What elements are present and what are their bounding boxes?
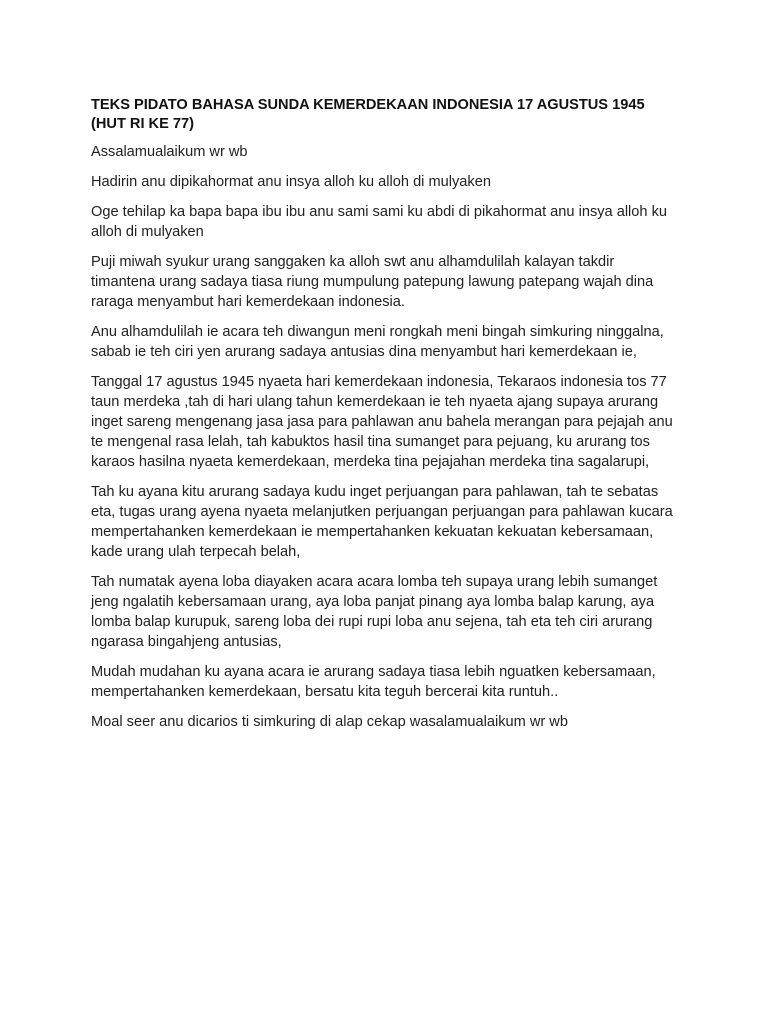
paragraph-hadirin: Hadirin anu dipikahormat anu insya alloh ku alloh di mulyaken — [91, 174, 491, 190]
document-title: TEKS PIDATO BAHASA SUNDA KEMERDEKAAN INDONESIA 17 AGUSTUS 1945 (HUT RI KE 77) — [91, 97, 645, 132]
paragraph-oge: Oge tehilap ka bapa bapa ibu ibu anu sami sami ku abdi di pikahormat anu insya alloh ku alloh di mulyaken — [91, 204, 668, 240]
document-body — [91, 96, 681, 742]
paragraph-anu: Anu alhamdulilah ie acara teh diwangun meni rongkah meni bingah simkuring ninggalna, sabab ie teh ciri yen arurang sadaya antusias dina menyambut hari kemerdekaan ie, — [91, 324, 664, 360]
paragraph-mudah: Mudah mudahan ku ayana acara ie arurang sadaya tiasa lebih nguatken kebersamaan, mempertahanken kemerdekaan, bersatu kita teguh bercerai kita runtuh.. — [91, 664, 656, 700]
paragraph-tanggal: Tanggal 17 agustus 1945 nyaeta hari kemerdekaan indonesia, Tekaraos indonesia tos 77 taun merdeka ,tah di hari ulang tahun kemerdekaan ie teh nyaeta ajang supaya arurang inget sareng mengenang jasa jasa para pahlawan anu bahela merangan para pejajah anu te mengenal rasa lelah, tah kabuktos hasil tina sumanget para pejuang, ku arurang tos karaos hasilna nyaeta kemerdekaan, merdeka tina pejajahan merdeka tina sagalarupi, — [91, 374, 673, 470]
paragraph-greeting: Assalamualaikum wr wb — [91, 144, 248, 160]
paragraph-tah-numatak: Tah numatak ayena loba diayaken acara acara lomba teh supaya urang lebih sumanget jeng ngalatih kebersamaan urang, aya loba panjat pinang aya lomba balap karung, aya lomba balap kurupuk, sareng loba dei rupi rupi loba anu sejena, tah eta teh ciri arurang ngarasa bingahjeng antusias, — [91, 574, 658, 650]
paragraph-closing: Moal seer anu dicarios ti simkuring di alap cekap wasalamualaikum wr wb — [91, 714, 568, 730]
paragraph-puji: Puji miwah syukur urang sanggaken ka alloh swt anu alhamdulilah kalayan takdir timantena urang sadaya tiasa riung mumpulung patepung lawung patepang wajah dina raraga menyambut hari kemerdekaan indonesia. — [91, 254, 654, 310]
paragraph-tah-ku: Tah ku ayana kitu arurang sadaya kudu inget perjuangan para pahlawan, tah te sebatas eta, tugas urang ayena nyaeta melanjutken perjuangan perjuangan para pahlawan kucara mempertahanken kemerdekaan ie mempertahanken kekuatan kekuatan kebersamaan, kade urang ulah terpecah belah, — [91, 484, 673, 560]
